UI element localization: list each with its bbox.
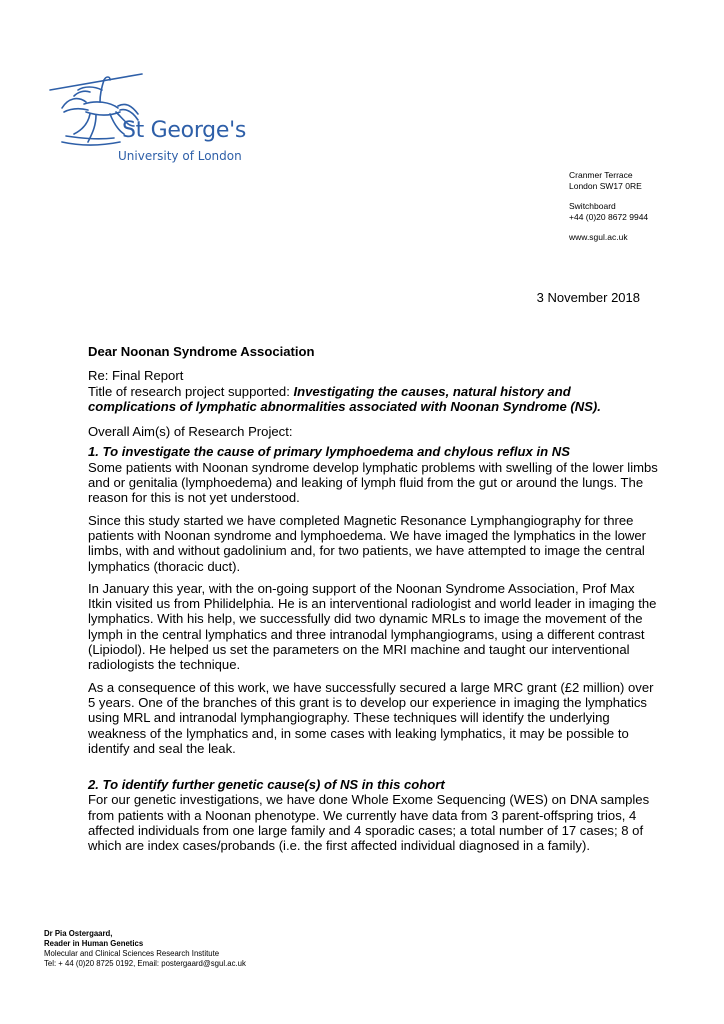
university-logo xyxy=(44,68,264,178)
section-1-paragraph-4: As a consequence of this work, we have successfully secured a large MRC grant (£2 million) over 5 years. One of the branches of this grant is to develop our experience in imaging the lymphatics using MRL and intranodal lymphangiography. These techniques will identify the underlying weakness of the lymphatics and, in some cases with leaking lymphatics, it may be possible to identify and seal the leak. xyxy=(88,679,654,756)
re-block xyxy=(88,368,658,414)
logo-subtitle: University of London xyxy=(118,149,242,163)
section-2 xyxy=(88,777,658,853)
author-contact: Tel: + 44 (0)20 8725 0192, Email: postergaard@sgul.ac.uk xyxy=(44,959,246,968)
website-link[interactable]: www.sgul.ac.uk xyxy=(569,232,628,242)
author-institute: Molecular and Clinical Sciences Research Institute xyxy=(44,949,220,958)
address-line-1: Cranmer Terrace xyxy=(569,170,633,180)
address-line-2: London SW17 0RE xyxy=(569,181,642,191)
project-title-text: Investigating the causes, natural history and complications of lymphatic abnormalities associated with Noonan Syndrome (NS). xyxy=(88,383,601,414)
section-1 xyxy=(88,444,658,756)
signature-footer xyxy=(44,929,246,969)
section-1-paragraph-2: Since this study started we have completed Magnetic Resonance Lymphangiography for three patients with Noonan syndrome and lymphoedema. We have imaged the lymphatics in the lower limbs, with and without gadolinium and, for two patients, we have attempted to image the central lymphatics (thoracic duct). xyxy=(88,512,646,574)
logo-name: St George's xyxy=(122,118,246,143)
re-line: Re: Final Report xyxy=(88,368,184,384)
project-title-prefix: Title of research project supported: xyxy=(88,383,294,399)
overall-aim-heading: Overall Aim(s) of Research Project: xyxy=(88,424,293,440)
switchboard-label: Switchboard xyxy=(569,201,616,211)
section-2-paragraph-1: For our genetic investigations, we have done Whole Exome Sequencing (WES) on DNA samples from patients with a Noonan phenotype. We currently have data from 3 parent-offspring trios, 4 affected individuals from one large family and 4 sporadic cases; a total number of 17 cases; 8 of which are index cases/probands (i.e. the first affected individual diagnosed in a family). xyxy=(88,792,650,854)
section-1-paragraph-1: Some patients with Noonan syndrome develop lymphatic problems with swelling of the lower limbs and or genitalia (lymphoedema) and leaking of lymph fluid from the gut or around the lungs. The reason for this is not yet understood. xyxy=(88,459,658,506)
salutation: Dear Noonan Syndrome Association xyxy=(88,344,315,359)
letter-body xyxy=(88,344,658,861)
switchboard-number: +44 (0)20 8672 9944 xyxy=(569,212,649,222)
author-name: Dr Pia Ostergaard, xyxy=(44,929,113,938)
section-1-heading: 1. To investigate the cause of primary lymphoedema and chylous reflux in NS xyxy=(88,444,570,460)
letter-date: 3 November 2018 xyxy=(536,290,640,305)
section-1-paragraph-3: In January this year, with the on-going support of the Noonan Syndrome Association, Prof Max Itkin visited us from Philidelphia. He is an interventional radiologist and world leader in imaging the lymphatics. With his help, we successfully did two dynamic MRLs to image the movement of the lymph in the central lymphatics and three intranodal lymphangiograms, using a different contrast (Lipiodol). He helped us set the parameters on the MRI machine and taught our interventional radiologists the technique. xyxy=(88,580,657,673)
section-2-heading: 2. To identify further genetic cause(s) of NS in this cohort xyxy=(88,777,445,793)
project-title xyxy=(88,384,658,415)
author-role: Reader in Human Genetics xyxy=(44,939,144,948)
contact-block xyxy=(569,170,648,243)
